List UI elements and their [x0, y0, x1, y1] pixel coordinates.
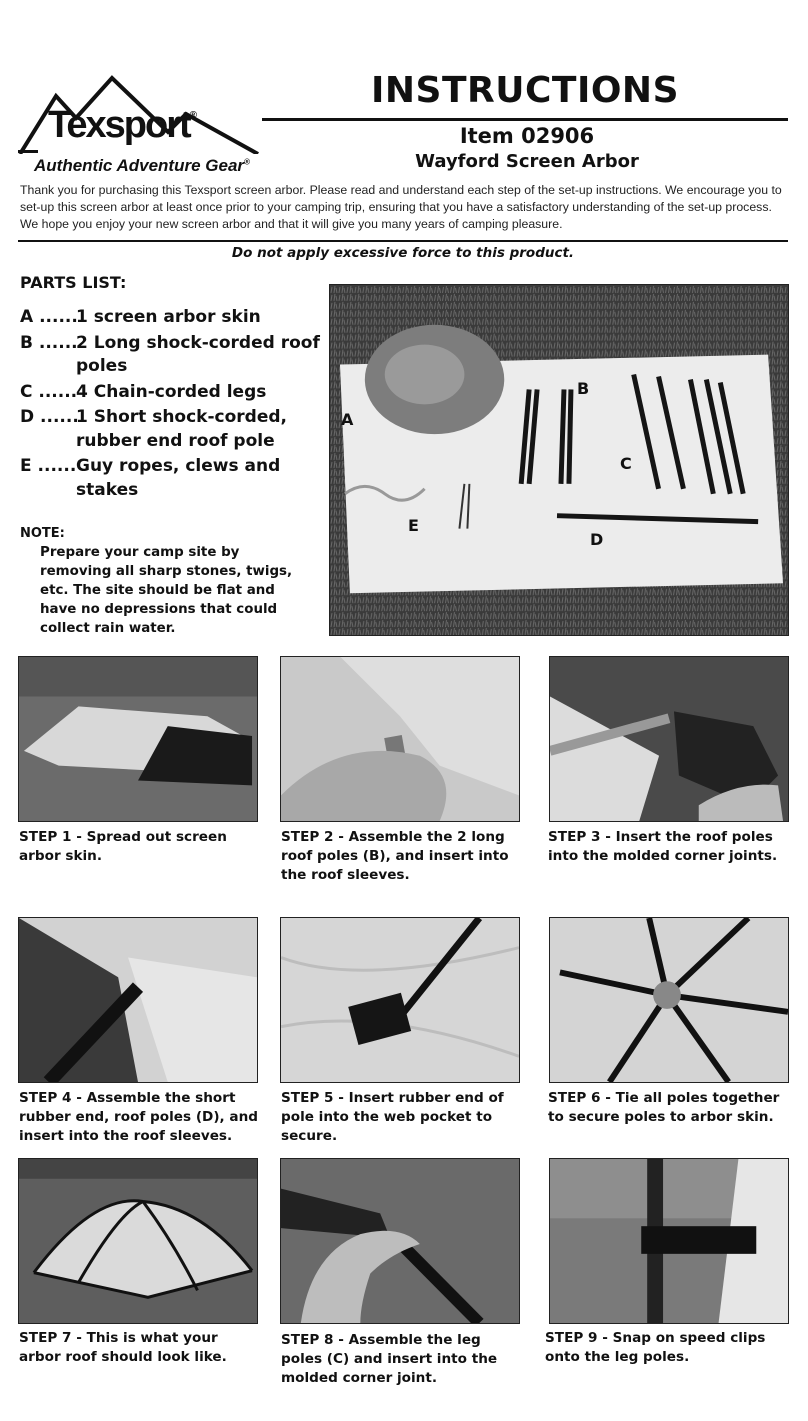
step-2-photo — [280, 656, 520, 822]
step-6-caption: STEP 6 - Tie all poles together to secure poles to arbor skin. — [548, 1090, 780, 1125]
force-warning: Do not apply excessive force to this product. — [231, 245, 575, 261]
step-5-photo — [280, 917, 520, 1083]
parts-photo-label-b: B — [577, 379, 590, 398]
item-number: Item 02906 — [459, 124, 595, 148]
step-7-caption: STEP 7 - This is what your arbor roof should look like. — [19, 1330, 227, 1365]
parts-photo — [329, 284, 789, 636]
list-item: B ...... 2 Long shock-corded roof poles — [20, 332, 320, 376]
step-4-caption: STEP 4 - Assemble the short rubber end, roof poles (D), and insert into the roof sleeves. — [19, 1090, 259, 1144]
step-8-caption: STEP 8 - Assemble the leg poles (C) and insert into the molded corner joint. — [281, 1332, 498, 1386]
note-text: Prepare your camp site by removing all sharp stones, twigs, etc. The site should be flat and have no depressions that could collect rain water. — [40, 545, 293, 636]
brand-tagline: Authentic Adventure Gear® — [34, 156, 250, 175]
parts-photo-label-a: A — [341, 410, 354, 429]
step-7-photo — [18, 1158, 258, 1324]
step-8-photo — [280, 1158, 520, 1324]
step-9-caption: STEP 9 - Snap on speed clips onto the leg poles. — [545, 1330, 766, 1365]
list-item: A ...... 1 screen arbor skin — [20, 307, 261, 327]
step-4-photo — [18, 917, 258, 1083]
list-item: C ...... 4 Chain-corded legs — [20, 381, 267, 402]
step-1-photo — [18, 656, 258, 822]
step-1-caption: STEP 1 - Spread out screen arbor skin. — [19, 829, 227, 864]
step-3-caption: STEP 3 - Insert the roof poles into the molded corner joints. — [548, 829, 778, 864]
step-2-caption: STEP 2 - Assemble the 2 long roof poles (B), and insert into the roof sleeves. — [281, 829, 509, 883]
page-title: INSTRUCTIONS — [371, 70, 679, 111]
list-item: D ...... 1 Short shock-corded, rubber end roof pole — [20, 407, 288, 451]
parts-photo-label-e: E — [408, 516, 419, 535]
step-3-photo — [549, 656, 789, 822]
list-item: E ...... Guy ropes, clews and stakes — [20, 456, 281, 500]
step-5-caption: STEP 5 - Insert rubber end of pole into the web pocket to secure. — [281, 1090, 504, 1144]
step-6-photo — [549, 917, 789, 1083]
intro-divider — [18, 240, 788, 242]
step-9-photo — [549, 1158, 789, 1324]
brand-name: Texsport® — [48, 104, 198, 146]
parts-photo-label-d: D — [590, 530, 604, 549]
title-divider — [262, 118, 788, 121]
parts-photo-label-c: C — [620, 454, 632, 473]
parts-list-heading: PARTS LIST: — [20, 273, 127, 292]
texsport-logo — [18, 74, 268, 184]
note-heading: NOTE: — [20, 526, 65, 541]
product-name: Wayford Screen Arbor — [415, 151, 639, 172]
parts-list — [20, 306, 320, 504]
intro-paragraph: Thank you for purchasing this Texsport screen arbor. Please read and understand each step of the set-up instructions. We encourage you to set-up this screen arbor at least once prior to your camping trip, ensuring that you have a satisfactory understanding of the set-up process. We hope you enjoy your new screen arbor and that it will give you many years of camping pleasure. — [20, 183, 782, 231]
